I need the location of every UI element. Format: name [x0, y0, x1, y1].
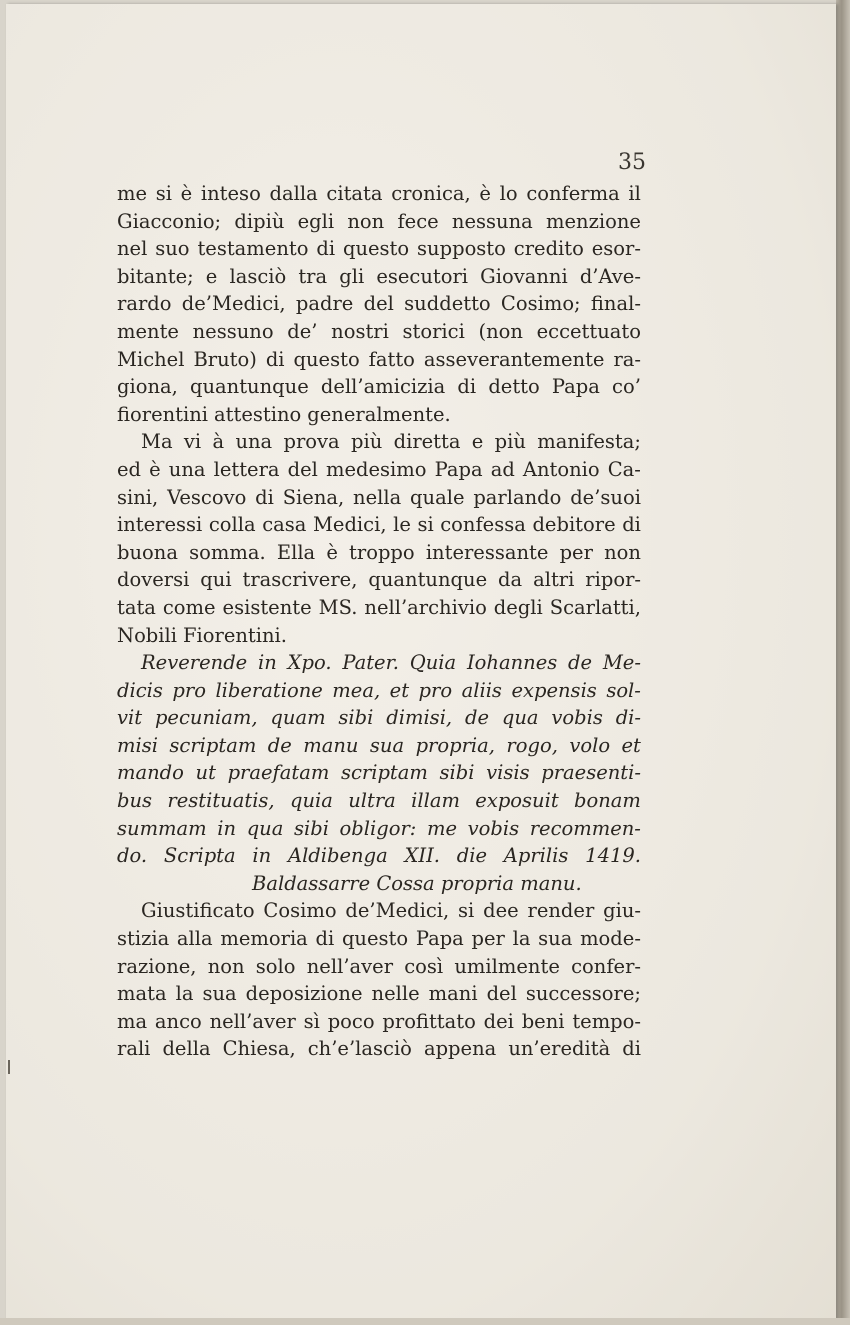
page-edge-bottom [0, 1318, 850, 1325]
text-line: Ma vi à una prova più diretta e più manifesta; [141, 430, 641, 454]
text-line: fiorentini attestino generalmente. [117, 402, 451, 426]
text-line: bitante; e lasciò tra gli esecutori Giovanni d’Ave- [117, 264, 641, 288]
text-line: Giacconio; dipiù egli non fece nessuna menzione [117, 209, 641, 233]
text-line: rali della Chiesa, ch’e’lasciò appena un’eredità di [117, 1037, 641, 1061]
text-line: vit pecuniam, quam sibi dimisi, de qua vobis di- [117, 706, 641, 730]
text-line: summam in qua sibi obligor: me vobis recommen- [117, 816, 641, 840]
text-line: doversi qui trascrivere, quantunque da altri ripor- [117, 568, 641, 592]
text-line: Reverende in Xpo. Pater. Quia Iohannes de Me- [141, 651, 641, 675]
text-line: do. Scripta in Aldibenga XII. die Aprilis 1419. [117, 844, 641, 868]
text-line: Baldassarre Cossa propria manu. [252, 871, 582, 895]
text-line: interessi colla casa Medici, le si confessa debitore di [117, 513, 641, 537]
text-line: tata come esistente MS. nell’archivio degli Scarlatti, [117, 595, 641, 619]
text-line: buona somma. Ella è troppo interessante per non [117, 540, 641, 564]
body-text [117, 180, 641, 1063]
text-line: Giustificato Cosimo de’Medici, si dee render giu- [141, 899, 641, 923]
text-line: ma anco nell’aver sì poco profittato dei beni tempo- [117, 1009, 641, 1033]
text-line: giona, quantunque dell’amicizia di detto Papa co’ [117, 375, 641, 399]
text-line: mente nessuno de’ nostri storici (non eccettuato [117, 319, 641, 343]
page-edge-right [836, 0, 850, 1325]
text-line: dicis pro liberatione mea, et pro aliis expensis sol- [117, 678, 641, 702]
text-line: me si è inteso dalla citata cronica, è lo conferma il [117, 182, 641, 205]
page-number: 35 [618, 150, 646, 175]
text-line: Michel Bruto) di questo fatto asseverantemente ra- [117, 347, 641, 371]
text-line: rardo de’Medici, padre del suddetto Cosimo; final- [117, 292, 641, 316]
text-line: nel suo testamento di questo supposto credito esor- [117, 237, 641, 261]
text-line: mata la sua deposizione nelle mani del successore; [117, 982, 641, 1006]
text-line: sini, Vescovo di Siena, nella quale parlando de’suoi [117, 485, 641, 509]
text-line: ed è una lettera del medesimo Papa ad Antonio Ca- [117, 457, 641, 481]
text-line: stizia alla memoria di questo Papa per la sua mode- [117, 927, 641, 951]
text-line: razione, non solo nell’aver così umilmente confer- [117, 954, 641, 978]
margin-mark [8, 1060, 10, 1074]
text-line: bus restituatis, quia ultra illam exposuit bonam [117, 789, 641, 813]
text-line: Nobili Fiorentini. [117, 623, 287, 647]
text-line: mando ut praefatam scriptam sibi visis praesenti- [117, 761, 641, 785]
text-line: misi scriptam de manu sua propria, rogo, volo et [117, 733, 641, 757]
